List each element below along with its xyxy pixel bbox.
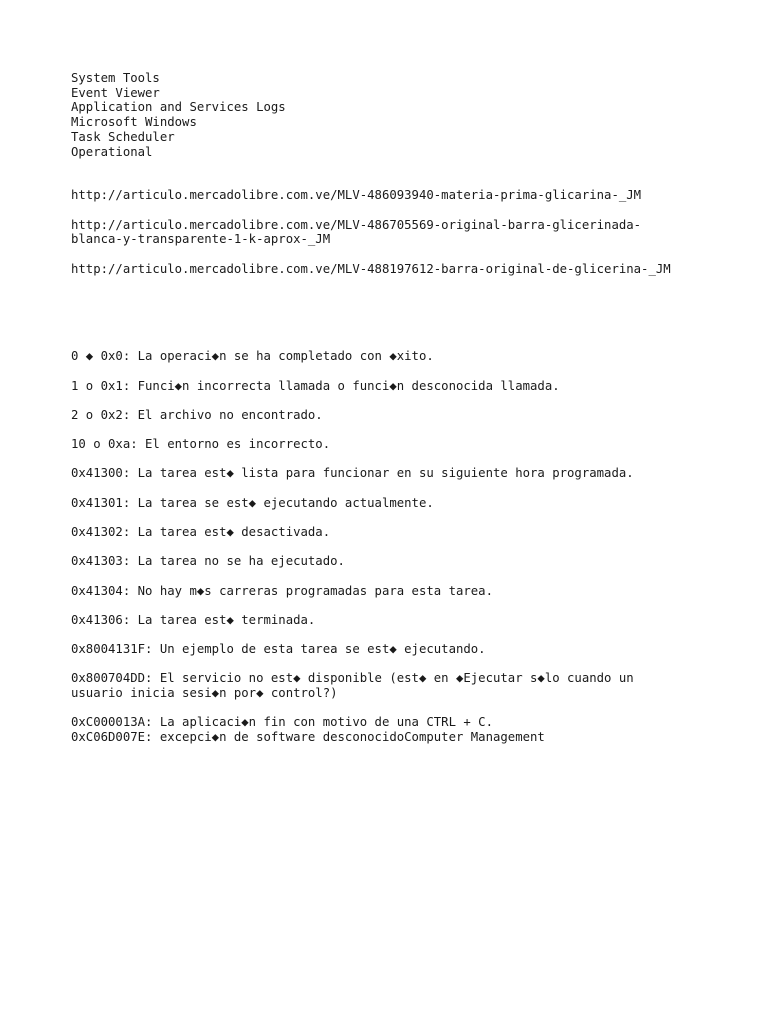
error-code-text: 0x8004131F: Un ejemplo de esta tarea se est◆ ejecutando. xyxy=(71,642,486,657)
error-code-entry xyxy=(71,671,711,700)
error-code-text: 2 o 0x2: El archivo no encontrado. xyxy=(71,407,323,422)
link-item xyxy=(71,188,711,203)
error-code-entry xyxy=(71,642,711,657)
error-code-entry xyxy=(71,613,711,628)
error-code-text: 0xC000013A: La aplicaci◆n fin con motivo de una CTRL + C. xyxy=(71,715,493,730)
nav-path-item: Application and Services Logs xyxy=(71,100,286,115)
nav-path-item: System Tools xyxy=(71,71,160,85)
error-code-text: usuario inicia sesi◆n por◆ control?) xyxy=(71,686,338,701)
error-code-text: 0x41303: La tarea no se ha ejecutado. xyxy=(71,554,345,569)
error-code-text: 0x41300: La tarea est◆ lista para funcionar en su siguiente hora programada. xyxy=(71,466,634,481)
error-code-entry xyxy=(71,379,711,394)
error-code-entry xyxy=(71,496,711,511)
error-code-entry xyxy=(71,466,711,481)
nav-path-item: Operational xyxy=(71,144,153,159)
link-text: http://articulo.mercadolibre.com.ve/MLV-486093940-materia-prima-glicarina-_JM xyxy=(71,188,642,203)
error-code-entry xyxy=(71,554,711,569)
error-code-text: 0x41306: La tarea est◆ terminada. xyxy=(71,612,316,627)
error-code-entry xyxy=(71,349,711,364)
error-code-entry xyxy=(71,584,711,599)
error-code-text: 0x41304: No hay m◆s carreras programadas para esta tarea. xyxy=(71,583,493,598)
link-item xyxy=(71,262,711,277)
error-code-text: 0x800704DD: El servicio no est◆ disponible (est◆ en ◆Ejecutar s◆lo cuando un xyxy=(71,671,634,686)
error-code-text: 0xC06D007E: excepci◆n de software desconocidoComputer Management xyxy=(71,730,545,745)
error-code-text: 0x41302: La tarea est◆ desactivada. xyxy=(71,525,331,539)
error-code-entry xyxy=(71,715,711,744)
link-text: blanca-y-transparente-1-k-aprox-_JM xyxy=(71,232,331,247)
error-code-entry xyxy=(71,437,711,452)
document-page xyxy=(71,71,711,745)
link-item xyxy=(71,218,711,247)
nav-path-item: Event Viewer xyxy=(71,85,160,100)
link-list xyxy=(71,188,711,276)
nav-path-item: Microsoft Windows xyxy=(71,115,197,130)
navigation-path xyxy=(71,71,711,159)
error-code-entry xyxy=(71,408,711,423)
error-code-text: 0 ◆ 0x0: La operaci◆n se ha completado con ◆xito. xyxy=(71,349,434,364)
error-code-entry xyxy=(71,525,711,540)
error-code-text: 0x41301: La tarea se est◆ ejecutando actualmente. xyxy=(71,495,434,510)
error-code-text: 10 o 0xa: El entorno es incorrecto. xyxy=(71,437,331,452)
error-code-text: 1 o 0x1: Funci◆n incorrecta llamada o funci◆n desconocida llamada. xyxy=(71,378,560,393)
nav-path-item: Task Scheduler xyxy=(71,129,175,144)
link-text: http://articulo.mercadolibre.com.ve/MLV-486705569-original-barra-glicerinada- xyxy=(71,217,642,232)
error-code-list xyxy=(71,349,711,745)
link-text: http://articulo.mercadolibre.com.ve/MLV-488197612-barra-original-de-glicerina-_JM xyxy=(71,261,671,276)
